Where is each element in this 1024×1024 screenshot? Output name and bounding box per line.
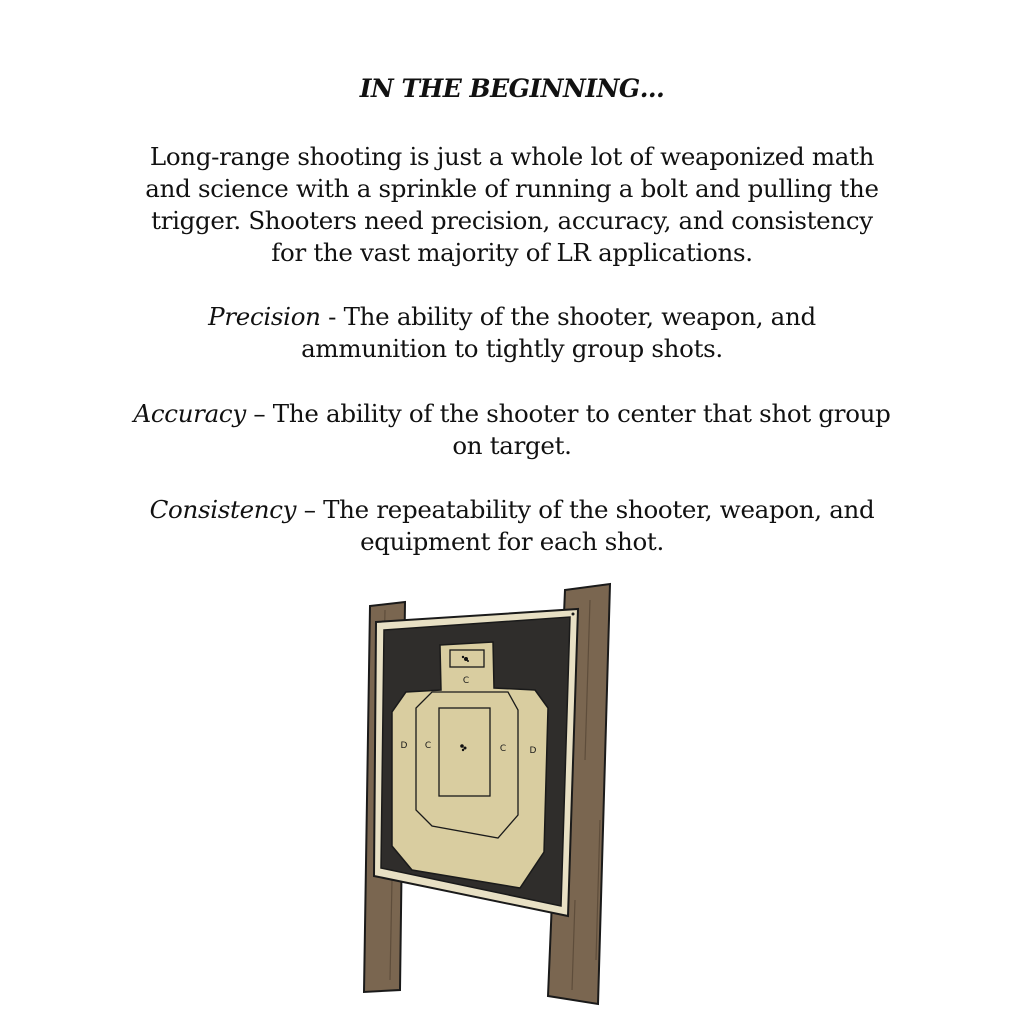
frame-nail [381, 626, 384, 629]
intro-line: Long-range shooting is just a whole lot of weaponized math [149, 142, 875, 171]
accuracy-definition [90, 398, 934, 462]
frame-nail [572, 613, 575, 616]
consistency-text: – The repeatability of the shooter, weapon, and [296, 495, 875, 524]
consistency-definition [90, 494, 934, 558]
definition-line [90, 301, 934, 333]
zone-label-head-c: C [462, 676, 470, 686]
definition-line: equipment for each shot. [360, 527, 664, 556]
precision-term: Precision [208, 302, 321, 331]
zone-label-right-c: C [499, 744, 507, 754]
consistency-term: Consistency [149, 495, 297, 524]
accuracy-text: – The ability of the shooter to center that shot group [245, 399, 891, 428]
zone-label-left-c: C [424, 741, 432, 751]
intro-paragraph [90, 141, 934, 269]
intro-line: for the vast majority of LR applications. [271, 238, 753, 267]
accuracy-term: Accuracy [133, 399, 246, 428]
page-heading: IN THE BEGINNING… [359, 74, 665, 103]
precision-text: - The ability of the shooter, weapon, and [320, 302, 816, 331]
target-stand-illustration [355, 580, 625, 1010]
frame-nail [555, 909, 558, 912]
definition-line [90, 398, 934, 430]
definition-line: ammunition to tightly group shots. [301, 334, 723, 363]
definition-line: on target. [452, 431, 572, 460]
zone-label-right-d: D [529, 746, 537, 756]
definition-line [90, 494, 934, 526]
zone-label-left-d: D [400, 741, 408, 751]
precision-definition [90, 301, 934, 365]
intro-line: trigger. Shooters need precision, accuracy, and consistency [151, 206, 873, 235]
intro-line: and science with a sprinkle of running a bolt and pulling the [145, 174, 879, 203]
